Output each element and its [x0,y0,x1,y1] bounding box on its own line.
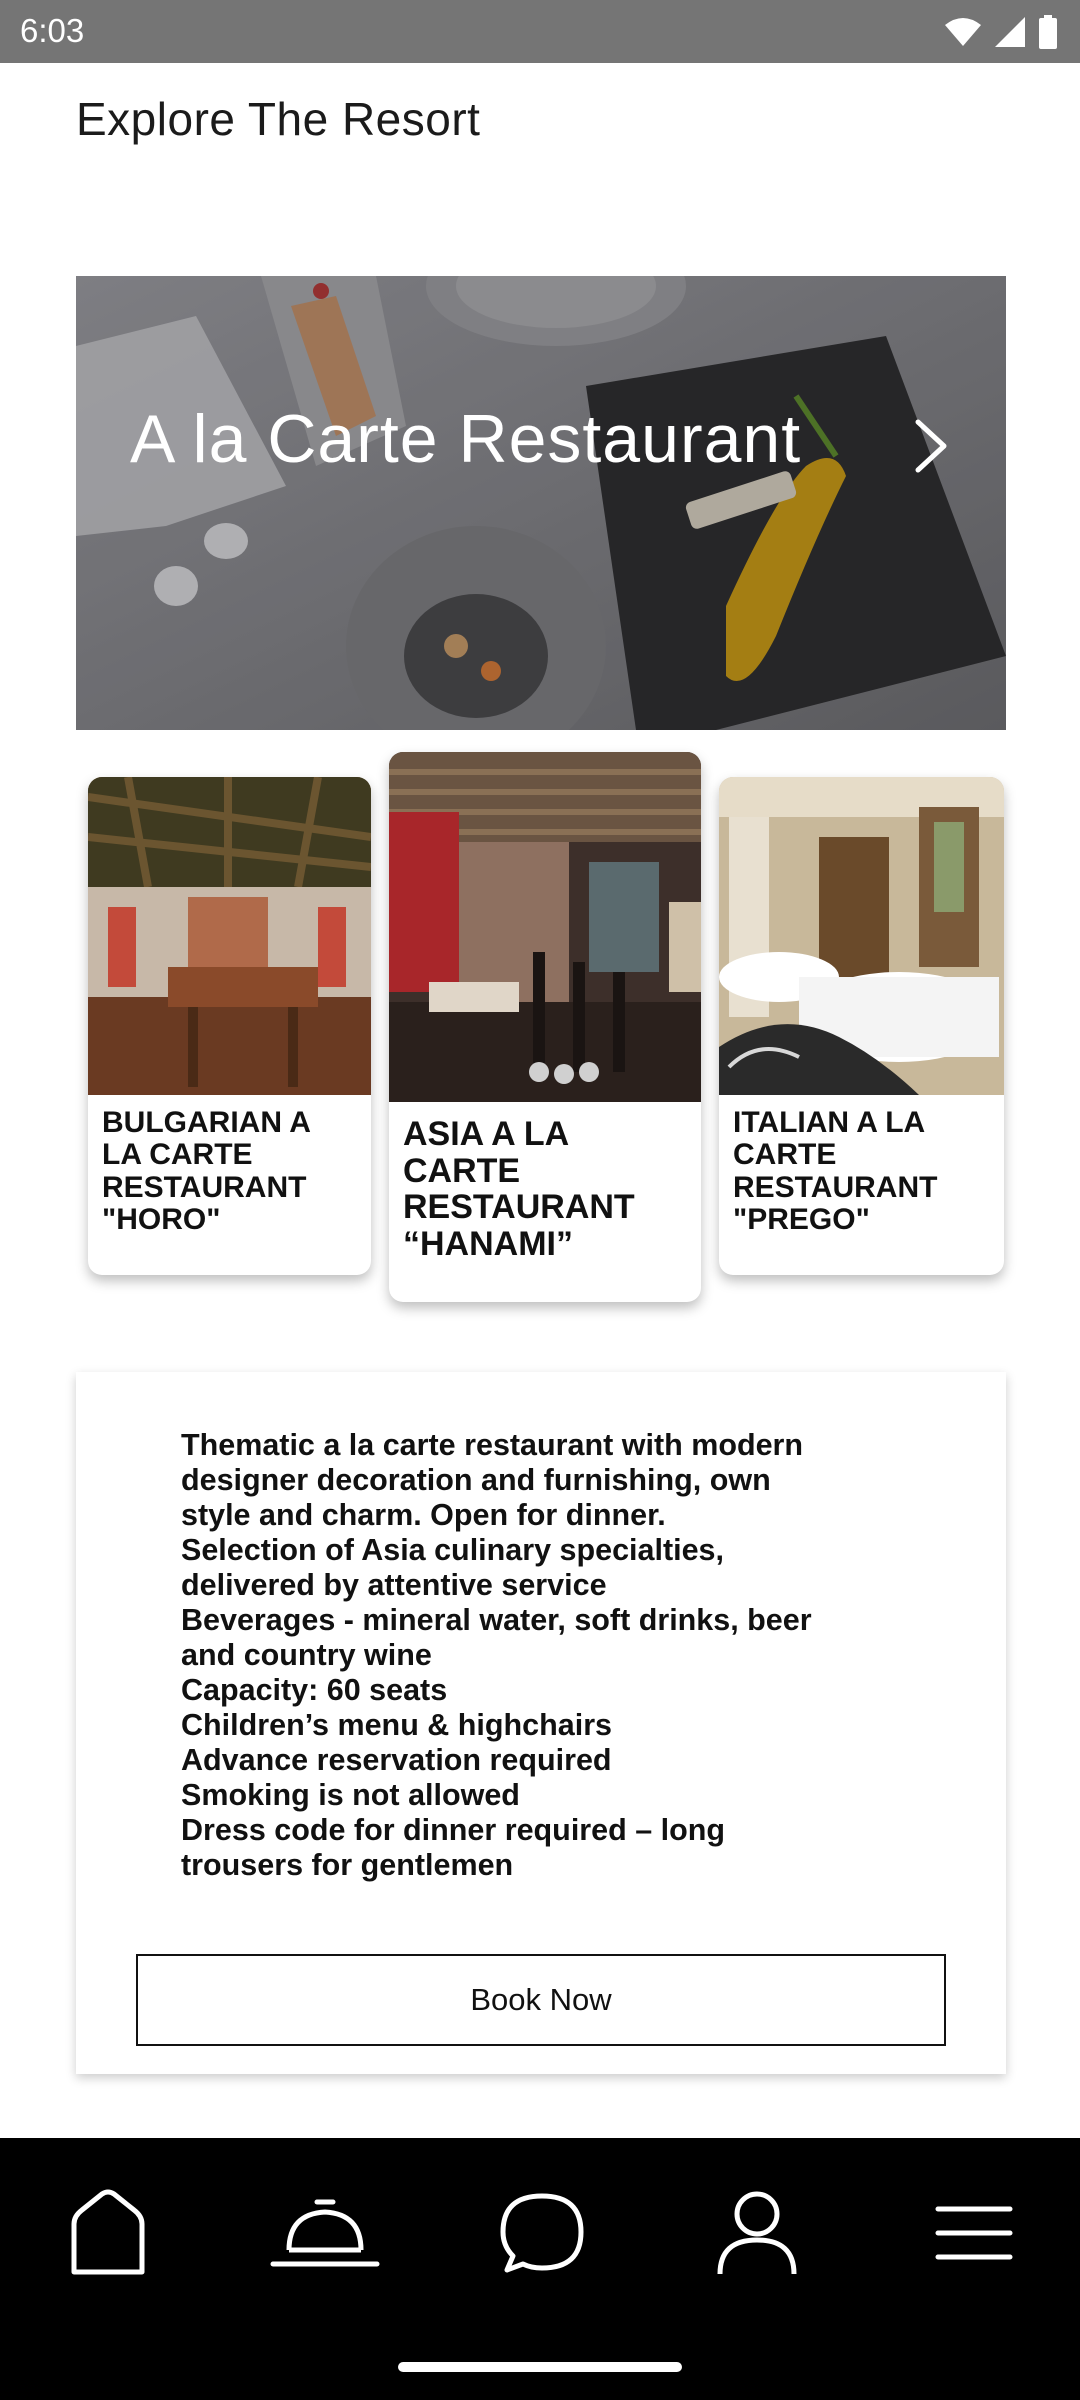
restaurant-image-horo [88,777,371,1095]
card-label-line: BULGARIAN A [102,1106,311,1139]
description-line: Beverages - mineral water, soft drinks, beer [181,1603,812,1637]
status-icons [944,14,1058,50]
status-bar [0,0,1080,63]
nav-services[interactable] [265,2178,385,2288]
description-line: and country wine [181,1638,432,1672]
restaurant-card-horo[interactable] [88,777,371,1275]
card-label-line: ASIA A LA [403,1115,570,1153]
bottom-nav [0,2138,1080,2400]
menu-icon[interactable] [934,2203,1014,2263]
status-time: 6:03 [20,12,85,49]
card-label-line: CARTE [403,1151,521,1190]
restaurant-card-hanami[interactable] [389,752,701,1302]
book-now-button[interactable]: Book Now [136,1954,946,2046]
chevron-right-icon[interactable] [912,418,952,474]
description-line: Advance reservation required [181,1743,612,1777]
description-line: Selection of Asia culinary specialties, [181,1533,724,1567]
home-icon[interactable] [68,2188,148,2278]
chat-bubble-icon[interactable] [497,2188,587,2278]
page-title: Explore The Resort [76,93,481,145]
card-label-line: “HANAMI” [403,1225,573,1264]
description-line: Dress code for dinner required – long [181,1813,726,1847]
description-line: delivered by attentive service [181,1568,607,1602]
card-label-line: LA CARTE [102,1138,253,1172]
restaurant-card-prego[interactable] [719,777,1004,1275]
card-label-horo [102,1107,311,1237]
card-label-line: "HORO" [102,1203,221,1237]
restaurant-image-hanami [389,752,701,1102]
restaurant-image-prego [719,777,1004,1095]
profile-icon[interactable] [714,2188,800,2278]
hero-banner[interactable] [76,276,1006,730]
description-line: trousers for gentlemen [181,1848,514,1882]
battery-icon [1038,15,1058,49]
nav-profile[interactable] [697,2178,817,2288]
nav-home[interactable] [48,2178,168,2288]
nav-menu[interactable] [914,2178,1034,2288]
hero-image [76,276,1006,730]
hero-title: A la Carte Restaurant [130,401,802,477]
signal-icon [994,16,1026,48]
description-line: Thematic a la carte restaurant with modern [181,1428,804,1462]
card-label-line: ITALIAN A LA [733,1106,926,1139]
home-indicator[interactable] [398,2362,682,2372]
description-line: style and charm. Open for dinner. [181,1498,666,1532]
wifi-icon [944,17,982,47]
description-line: Smoking is not allowed [181,1778,520,1812]
description-line: Capacity: 60 seats [181,1673,448,1707]
card-label-line: RESTAURANT [102,1170,307,1204]
card-label-prego [733,1107,937,1237]
card-label-line: RESTAURANT [733,1170,938,1204]
restaurant-description [181,1428,901,1883]
description-line: designer decoration and furnishing, own [181,1463,771,1497]
card-label-hanami [403,1116,635,1263]
card-label-line: CARTE [733,1138,837,1172]
concierge-bell-icon[interactable] [269,2188,381,2278]
description-line: Children’s menu & highchairs [181,1708,613,1742]
card-label-line: "PREGO" [733,1203,870,1237]
card-label-line: RESTAURANT [403,1188,635,1227]
nav-chat[interactable] [482,2178,602,2288]
restaurant-details-panel [76,1372,1006,2074]
